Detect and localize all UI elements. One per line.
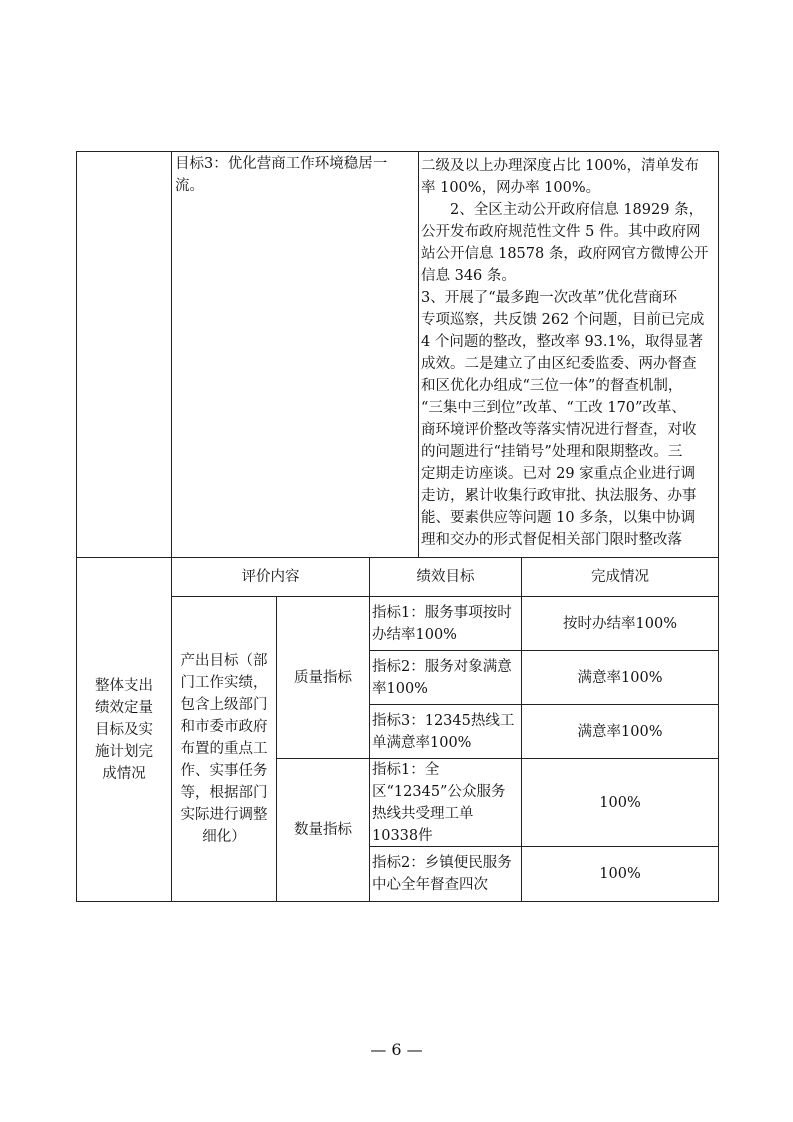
target-cell [370,847,521,901]
quantity-indicator-cell [277,759,369,901]
status-value: 满意率100% [577,723,663,740]
goal3-cell [173,153,416,213]
quantity-indicator-label: 数量指标 [294,822,352,838]
header-status [522,558,718,596]
target-cell [370,651,521,704]
header-status-label: 完成情况 [591,569,649,585]
section-label: 整体支出绩效定量目标及实施计划完成情况 [95,677,153,782]
status-line: 和区优化办组成“三位一体”的督查机制， [421,378,683,394]
status-line: 商环境评价整改等落实情况进行督查，对收 [421,422,697,438]
status-value-cell [522,705,718,758]
status-line: 定期走访座谈。已对 29 家重点企业进行调 [421,466,696,482]
target-cell [370,759,521,846]
status-line: 率 100%，网办率 100%。 [421,180,601,196]
target-cell [370,597,521,650]
status-line: 的问题进行“挂销号”处理和限期整改。三 [421,444,683,460]
section-label-cell [77,558,171,901]
status-line: 走访，累计收集行政审批、执法服务、办事 [421,488,697,504]
header-content-label: 评价内容 [241,569,300,585]
status-value: 满意率100% [577,669,663,686]
header-target [370,558,521,596]
status-line: 3、开展了“最多跑一次改革”优化营商环 [421,290,678,306]
target-text: 指标2：乡镇便民服务中心全年督查四次 [372,855,512,893]
status-value-cell [522,759,718,846]
status-line: 信息 346 条。 [421,268,516,284]
status-value-cell [522,847,718,901]
status-value-cell [522,651,718,704]
quality-indicator-label: 质量指标 [294,669,352,686]
status-value: 100% [599,794,641,811]
target-cell [370,705,521,758]
status-line: 能、要素供应等问题 10 多条，以集中协调 [421,510,696,526]
target-text: 指标2：服务对象满意率100% [372,658,512,697]
status-line: 理和交办的形式督促相关部门限时整改落 [421,532,682,548]
status-line: “三集中三到位”改革、“工改 170”改革、 [421,400,686,416]
status-line: 4 个问题的整改，整改率 93.1%，取得显著 [421,334,704,350]
output-goal-cell [172,597,276,901]
status-line: 2、全区主动公开政府信息 18929 条， [421,202,704,218]
status-line: 专项巡察，共反馈 262 个问题，目前已完成 [421,312,705,328]
target-text: 指标1：服务事项按时办结率100% [372,604,512,643]
header-target-label: 绩效目标 [416,569,475,585]
page-number: — 6 — [370,1040,423,1059]
goal3-text: 目标3：优化营商工作环境稳居一流。 [175,156,388,194]
status-line: 站公开信息 18578 条，政府网官方微博公开 [421,246,709,262]
status-cell [419,152,718,557]
status-line: 公开发布政府规范性文件 5 件。其中政府网 [421,224,701,240]
status-line: 成效。二是建立了由区纪委监委、两办督查 [421,356,697,372]
table-border [76,901,719,902]
header-content [172,558,369,596]
quality-indicator-cell [277,597,369,758]
status-value-cell [522,597,718,650]
target-text: 指标1：全区“12345”公众服务热线共受理工单10338件 [372,761,506,844]
table-border [718,151,719,902]
status-line: 二级及以上办理深度占比 100%，清单发布 [421,158,700,174]
output-goal-text: 产出目标（部门工作实绩，包含上级部门和市委市政府布置的重点工作、实事任务等，根据部门实际进行调整细化） [180,653,268,845]
status-value: 100% [599,866,641,882]
target-text: 指标3：12345热线工单满意率100% [372,712,515,751]
status-value: 按时办结率100% [563,615,677,632]
